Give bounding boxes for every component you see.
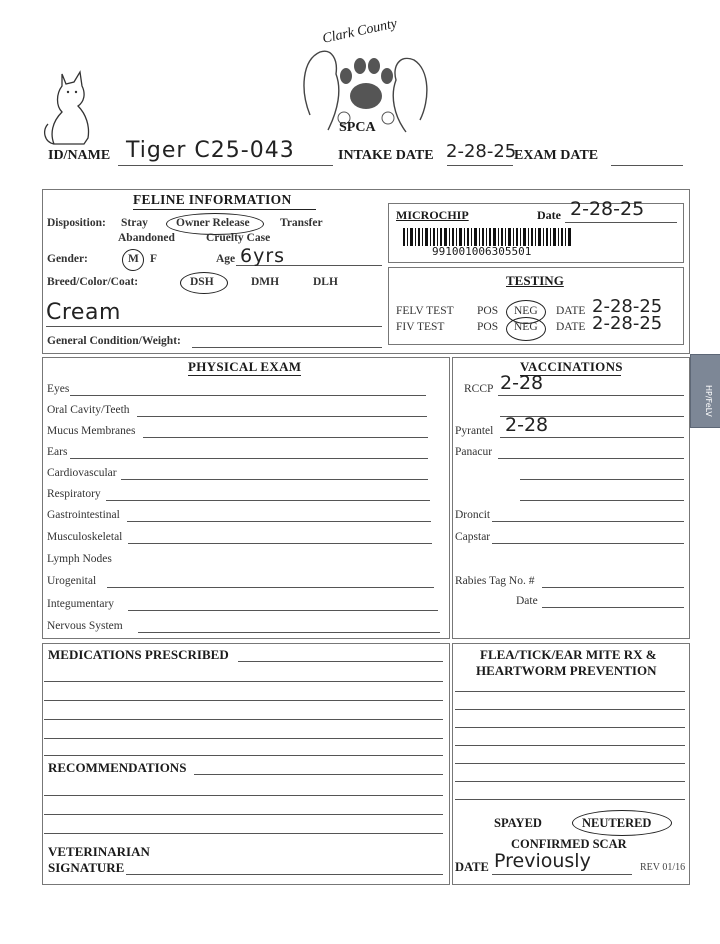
condition-label: General Condition/Weight:	[47, 335, 181, 347]
fiv-date-value[interactable]: 2-28-25	[592, 313, 663, 334]
disposition-stray[interactable]: Stray	[121, 217, 148, 229]
disposition-transfer[interactable]: Transfer	[280, 217, 323, 229]
vaccinations-box	[452, 357, 690, 639]
pe-mucus: Mucus Membranes	[47, 425, 136, 437]
gender-m[interactable]: M	[128, 253, 139, 265]
gender-f[interactable]: F	[150, 253, 158, 265]
pe-integumentary: Integumentary	[47, 598, 115, 610]
spayed-label[interactable]: SPAYED	[494, 816, 542, 830]
pyrantel-value[interactable]: 2-28	[505, 414, 549, 436]
panacur-label: Panacur	[455, 446, 493, 458]
confirmed-scar-label: CONFIRMED SCAR	[511, 837, 627, 851]
medications-title: MEDICATIONS PRESCRIBED	[48, 647, 229, 662]
cat-illustration	[40, 68, 100, 148]
microchip-barcode	[403, 228, 571, 246]
logo-abbrev: SPCA	[339, 120, 376, 135]
breed-dlh[interactable]: DLH	[313, 276, 338, 288]
felv-test-label: FELV TEST	[396, 305, 454, 317]
capstar-label: Capstar	[455, 531, 491, 543]
breed-dsh[interactable]: DSH	[190, 276, 214, 288]
vet-label-line1: VETERINARIAN	[48, 844, 150, 859]
id-name-value[interactable]: Tiger C25-043	[126, 138, 295, 163]
microchip-number: 991001006305501	[432, 245, 532, 258]
fiv-pos[interactable]: POS	[477, 321, 499, 333]
pe-ears: Ears	[47, 446, 68, 458]
pe-urogenital: Urogenital	[47, 575, 97, 587]
feline-info-title: FELINE INFORMATION	[133, 192, 292, 207]
revision-label: REV 01/16	[640, 862, 686, 873]
rabies-tag-label: Rabies Tag No. #	[455, 575, 535, 587]
color-value[interactable]: Cream	[46, 300, 121, 325]
neutered-label[interactable]: NEUTERED	[582, 816, 652, 830]
pe-musculo: Musculoskeletal	[47, 531, 123, 543]
felv-date-value[interactable]: 2-28-25	[592, 296, 663, 317]
gender-m-circle	[122, 249, 144, 271]
sticker-text: HP/FeLV	[704, 385, 713, 417]
vaccinations-title: VACCINATIONS	[520, 359, 623, 374]
disposition-owner-release[interactable]: Owner Release	[176, 217, 250, 229]
pe-eyes: Eyes	[47, 383, 70, 395]
disposition-label: Disposition:	[47, 217, 106, 229]
pe-oral: Oral Cavity/Teeth	[47, 404, 130, 416]
neutered-circle	[572, 810, 672, 836]
pe-lymph: Lymph Nodes	[47, 553, 112, 565]
physical-exam-box	[42, 357, 450, 639]
rccp-label: RCCP	[464, 383, 494, 395]
pe-cardio: Cardiovascular	[47, 467, 117, 479]
exam-date-label: EXAM DATE	[514, 148, 599, 163]
side-sticker	[690, 354, 720, 428]
testing-title: TESTING	[506, 273, 564, 288]
vet-signature-line[interactable]	[126, 874, 443, 875]
felv-date-label: DATE	[556, 305, 586, 317]
microchip-date-value[interactable]: 2-28-25	[570, 198, 645, 220]
pe-nervous: Nervous System	[47, 620, 123, 632]
disposition-cruelty-case[interactable]: Cruelty Case	[206, 232, 271, 244]
age-label: Age	[216, 253, 236, 265]
pe-respiratory: Respiratory	[47, 488, 101, 500]
breed-label: Breed/Color/Coat:	[47, 276, 139, 288]
fiv-neg[interactable]: NEG	[514, 321, 538, 333]
droncit-label: Droncit	[455, 509, 491, 521]
breed-dmh[interactable]: DMH	[251, 276, 280, 288]
microchip-date-label: Date	[537, 208, 561, 222]
id-name-label: ID/NAME	[48, 148, 111, 163]
fiv-test-label: FIV TEST	[396, 321, 445, 333]
intake-date-label: INTAKE DATE	[338, 148, 434, 163]
fiv-neg-circle	[506, 317, 546, 341]
flea-date-label: DATE	[455, 860, 489, 874]
flea-title-line2: HEARTWORM PREVENTION	[476, 663, 657, 678]
flea-date-value[interactable]: Previously	[494, 850, 591, 872]
microchip-label: MICROCHIP	[396, 208, 469, 222]
disposition-abandoned[interactable]: Abandoned	[118, 232, 175, 244]
flea-title-line1: FLEA/TICK/EAR MITE RX &	[480, 647, 657, 662]
rccp-value[interactable]: 2-28	[500, 372, 544, 394]
gender-label: Gender:	[47, 253, 88, 265]
recommendations-title: RECOMMENDATIONS	[48, 760, 187, 775]
intake-date-value[interactable]: 2-28-25	[446, 141, 517, 162]
pyrantel-label: Pyrantel	[455, 425, 494, 437]
vet-label-line2: SIGNATURE	[48, 860, 125, 875]
breed-dsh-circle	[180, 272, 228, 294]
fiv-date-label: DATE	[556, 321, 586, 333]
age-value[interactable]: 6yrs	[240, 245, 286, 267]
physical-exam-title: PHYSICAL EXAM	[188, 359, 302, 374]
pe-gastro: Gastrointestinal	[47, 509, 120, 521]
felv-pos[interactable]: POS	[477, 305, 499, 317]
logo-org-name: Clark County	[321, 16, 399, 47]
felv-neg[interactable]: NEG	[514, 305, 538, 317]
rabies-date-label: Date	[516, 595, 538, 607]
